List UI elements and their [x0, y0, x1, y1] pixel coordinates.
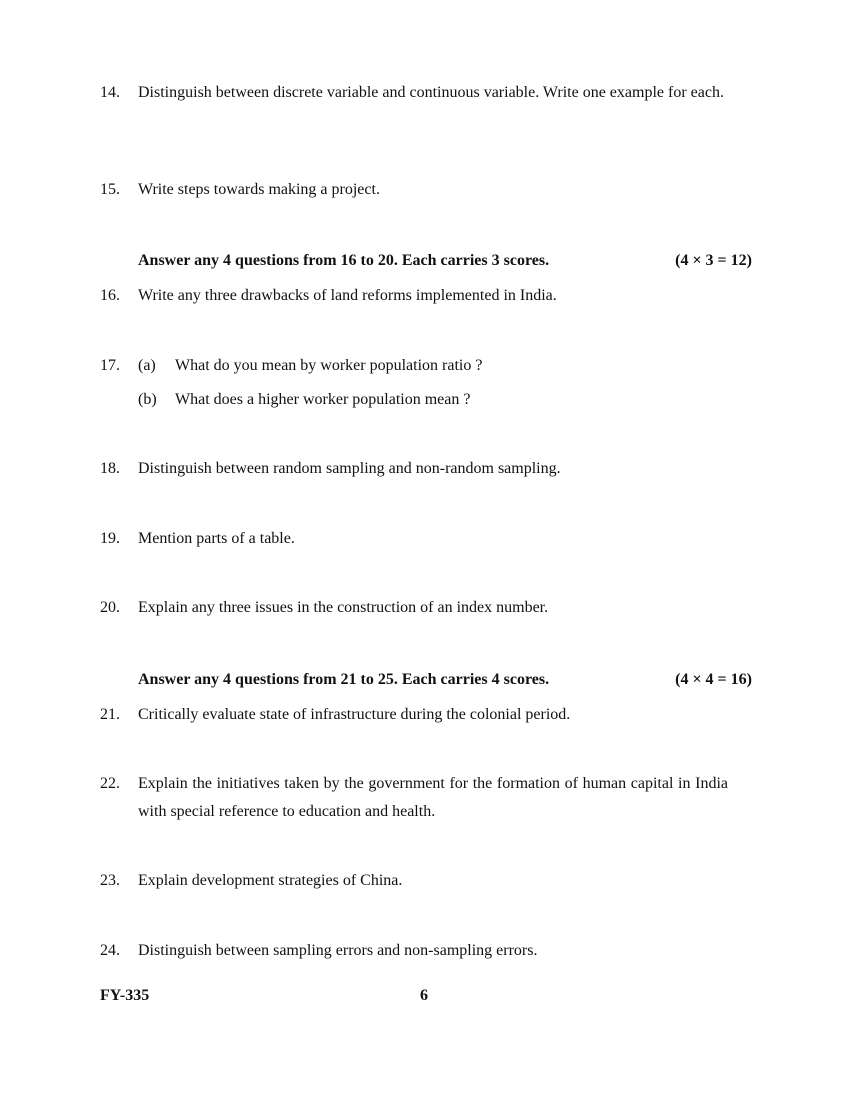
question-text: Explain the initiatives taken by the government for the formation of human capital in India with special reference to education and health.	[138, 775, 728, 820]
instruction-text: Answer any 4 questions from 16 to 20. Each carries 3 scores.	[138, 252, 550, 269]
question-number: 20.	[100, 599, 120, 616]
section-marks: (4 × 3 = 12)	[675, 252, 752, 269]
question-text: Write steps towards making a project.	[138, 181, 380, 198]
question-text: Distinguish between discrete variable and continuous variable. Write one example for each.	[138, 84, 724, 101]
question-14	[100, 79, 760, 107]
question-17	[100, 352, 760, 420]
question-text: Explain development strategies of China.	[138, 872, 403, 889]
section-instruction-21-25	[138, 666, 752, 694]
sub-question-label: (b)	[138, 391, 157, 408]
instruction-text: Answer any 4 questions from 21 to 25. Each carries 4 scores.	[138, 671, 550, 688]
question-number: 16.	[100, 287, 120, 304]
question-number: 14.	[100, 84, 120, 101]
sub-question-text: What do you mean by worker population ratio ?	[175, 357, 483, 374]
section-instruction-16-20	[138, 247, 752, 275]
page-number: 6	[420, 987, 428, 1004]
sub-question-label: (a)	[138, 357, 156, 374]
section-marks: (4 × 4 = 16)	[675, 671, 752, 688]
sub-question-text: What does a higher worker population mean ?	[175, 391, 471, 408]
question-15	[100, 176, 760, 204]
paper-code: FY-335	[100, 987, 150, 1004]
question-number: 21.	[100, 706, 120, 723]
question-21	[100, 701, 760, 729]
question-20	[100, 594, 760, 622]
question-text: Distinguish between sampling errors and non-sampling errors.	[138, 942, 538, 959]
question-number: 18.	[100, 460, 120, 477]
question-22	[100, 770, 760, 826]
question-number: 17.	[100, 357, 120, 374]
question-19	[100, 525, 760, 553]
question-text: Mention parts of a table.	[138, 530, 295, 547]
question-number: 15.	[100, 181, 120, 198]
question-text: Distinguish between random sampling and non-random sampling.	[138, 460, 561, 477]
question-18	[100, 455, 760, 483]
question-16	[100, 282, 760, 310]
question-number: 24.	[100, 942, 120, 959]
question-number: 22.	[100, 775, 120, 792]
question-number: 23.	[100, 872, 120, 889]
question-text: Critically evaluate state of infrastructure during the colonial period.	[138, 706, 571, 723]
question-23	[100, 867, 760, 895]
sub-question-b	[138, 386, 760, 420]
question-text: Explain any three issues in the construction of an index number.	[138, 599, 549, 616]
sub-question-a	[138, 352, 760, 386]
question-number: 19.	[100, 530, 120, 547]
question-24	[100, 937, 760, 965]
question-text: Write any three drawbacks of land reforms implemented in India.	[138, 287, 557, 304]
